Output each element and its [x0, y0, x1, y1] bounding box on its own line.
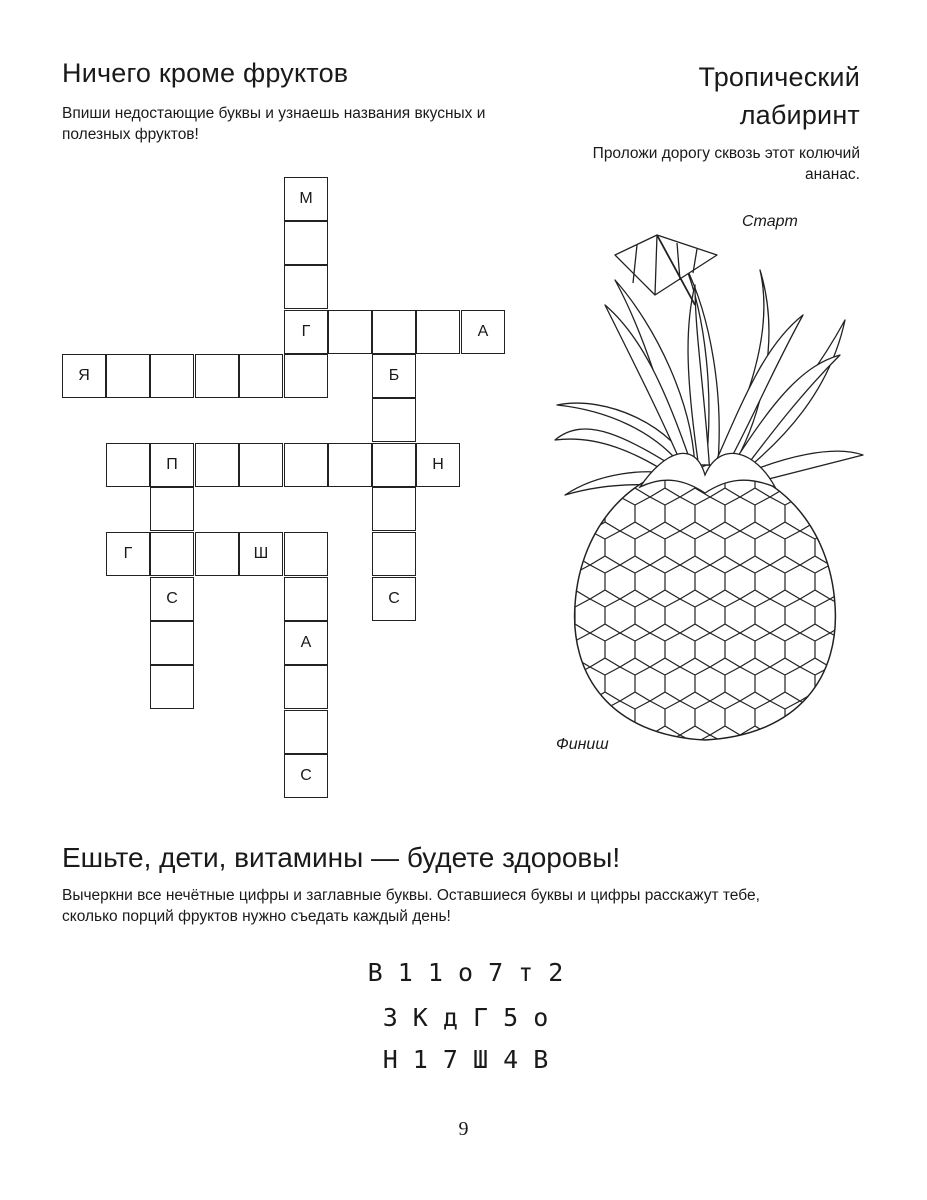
crossword-title: Ничего кроме фруктов: [62, 58, 349, 88]
crossword-cell[interactable]: [284, 577, 328, 621]
crossword-cell[interactable]: [150, 665, 194, 709]
crossword-cell[interactable]: [195, 443, 239, 487]
crossword-cell[interactable]: [284, 532, 328, 576]
crossword-cell[interactable]: [284, 665, 328, 709]
crossword-cell[interactable]: [195, 532, 239, 576]
puzzle-line: 3 К д Г 5 о: [382, 1003, 549, 1032]
crossword-cell[interactable]: [372, 532, 416, 576]
crossword-cell[interactable]: [284, 443, 328, 487]
page-number: 9: [458, 1118, 469, 1140]
pineapple-maze-illustration[interactable]: [545, 225, 865, 755]
crossword-instruction: Впиши недостающие буквы и узнаешь названия вкусных и полезных фруктов!: [62, 105, 486, 143]
crossword-cell[interactable]: [150, 621, 194, 665]
vitamins-title: Ешьте, дети, витамины — будете здоровы!: [62, 842, 621, 873]
crossword-cell[interactable]: [284, 354, 328, 398]
crossword-cell[interactable]: [372, 443, 416, 487]
crossword-cell[interactable]: С: [372, 577, 416, 621]
crossword-cell[interactable]: П: [150, 443, 194, 487]
crossword-cell[interactable]: М: [284, 177, 328, 221]
crossword-cell[interactable]: [150, 354, 194, 398]
maze-title: Тропический лабиринт: [698, 62, 860, 130]
crossword-cell[interactable]: С: [284, 754, 328, 798]
crossword-cell[interactable]: Б: [372, 354, 416, 398]
crossword-cell[interactable]: Н: [416, 443, 460, 487]
crossword-cell[interactable]: [372, 487, 416, 531]
crossword-cell[interactable]: [416, 310, 460, 354]
crossword-cell[interactable]: [106, 354, 150, 398]
crossword-cell[interactable]: [106, 443, 150, 487]
crossword-cell[interactable]: [328, 310, 372, 354]
crossword-cell[interactable]: [284, 265, 328, 309]
crossword-cell[interactable]: Г: [284, 310, 328, 354]
crossword-cell[interactable]: С: [150, 577, 194, 621]
crossword-cell[interactable]: [239, 354, 283, 398]
crossword-cell[interactable]: [372, 398, 416, 442]
maze-instruction: Проложи дорогу сквозь этот колючий ананас.: [592, 145, 860, 183]
crossword-cell[interactable]: Г: [106, 532, 150, 576]
crossword-cell[interactable]: [328, 443, 372, 487]
vitamins-instruction: Вычеркни все нечётные цифры и заглавные буквы. Оставшиеся буквы и цифры расскажут тебе, сколько порций фруктов нужно съедать каждый день!: [62, 887, 760, 925]
crossword-cell[interactable]: А: [461, 310, 505, 354]
crossword-cell[interactable]: [372, 310, 416, 354]
crossword-cell[interactable]: А: [284, 621, 328, 665]
crossword-cell[interactable]: [239, 443, 283, 487]
crossword-cell[interactable]: [284, 710, 328, 754]
maze-start-label: Старт: [742, 213, 798, 230]
maze-finish-label: Финиш: [556, 736, 609, 753]
puzzle-line: В 1 1 о 7 т 2: [367, 958, 564, 987]
crossword-cell[interactable]: [150, 532, 194, 576]
crossword-cell[interactable]: [150, 487, 194, 531]
crossword-cell[interactable]: Я: [62, 354, 106, 398]
puzzle-line: Н 1 7 Ш 4 В: [382, 1045, 549, 1074]
crossword-cell[interactable]: Ш: [239, 532, 283, 576]
crossword-cell[interactable]: [195, 354, 239, 398]
crossword-cell[interactable]: [284, 221, 328, 265]
